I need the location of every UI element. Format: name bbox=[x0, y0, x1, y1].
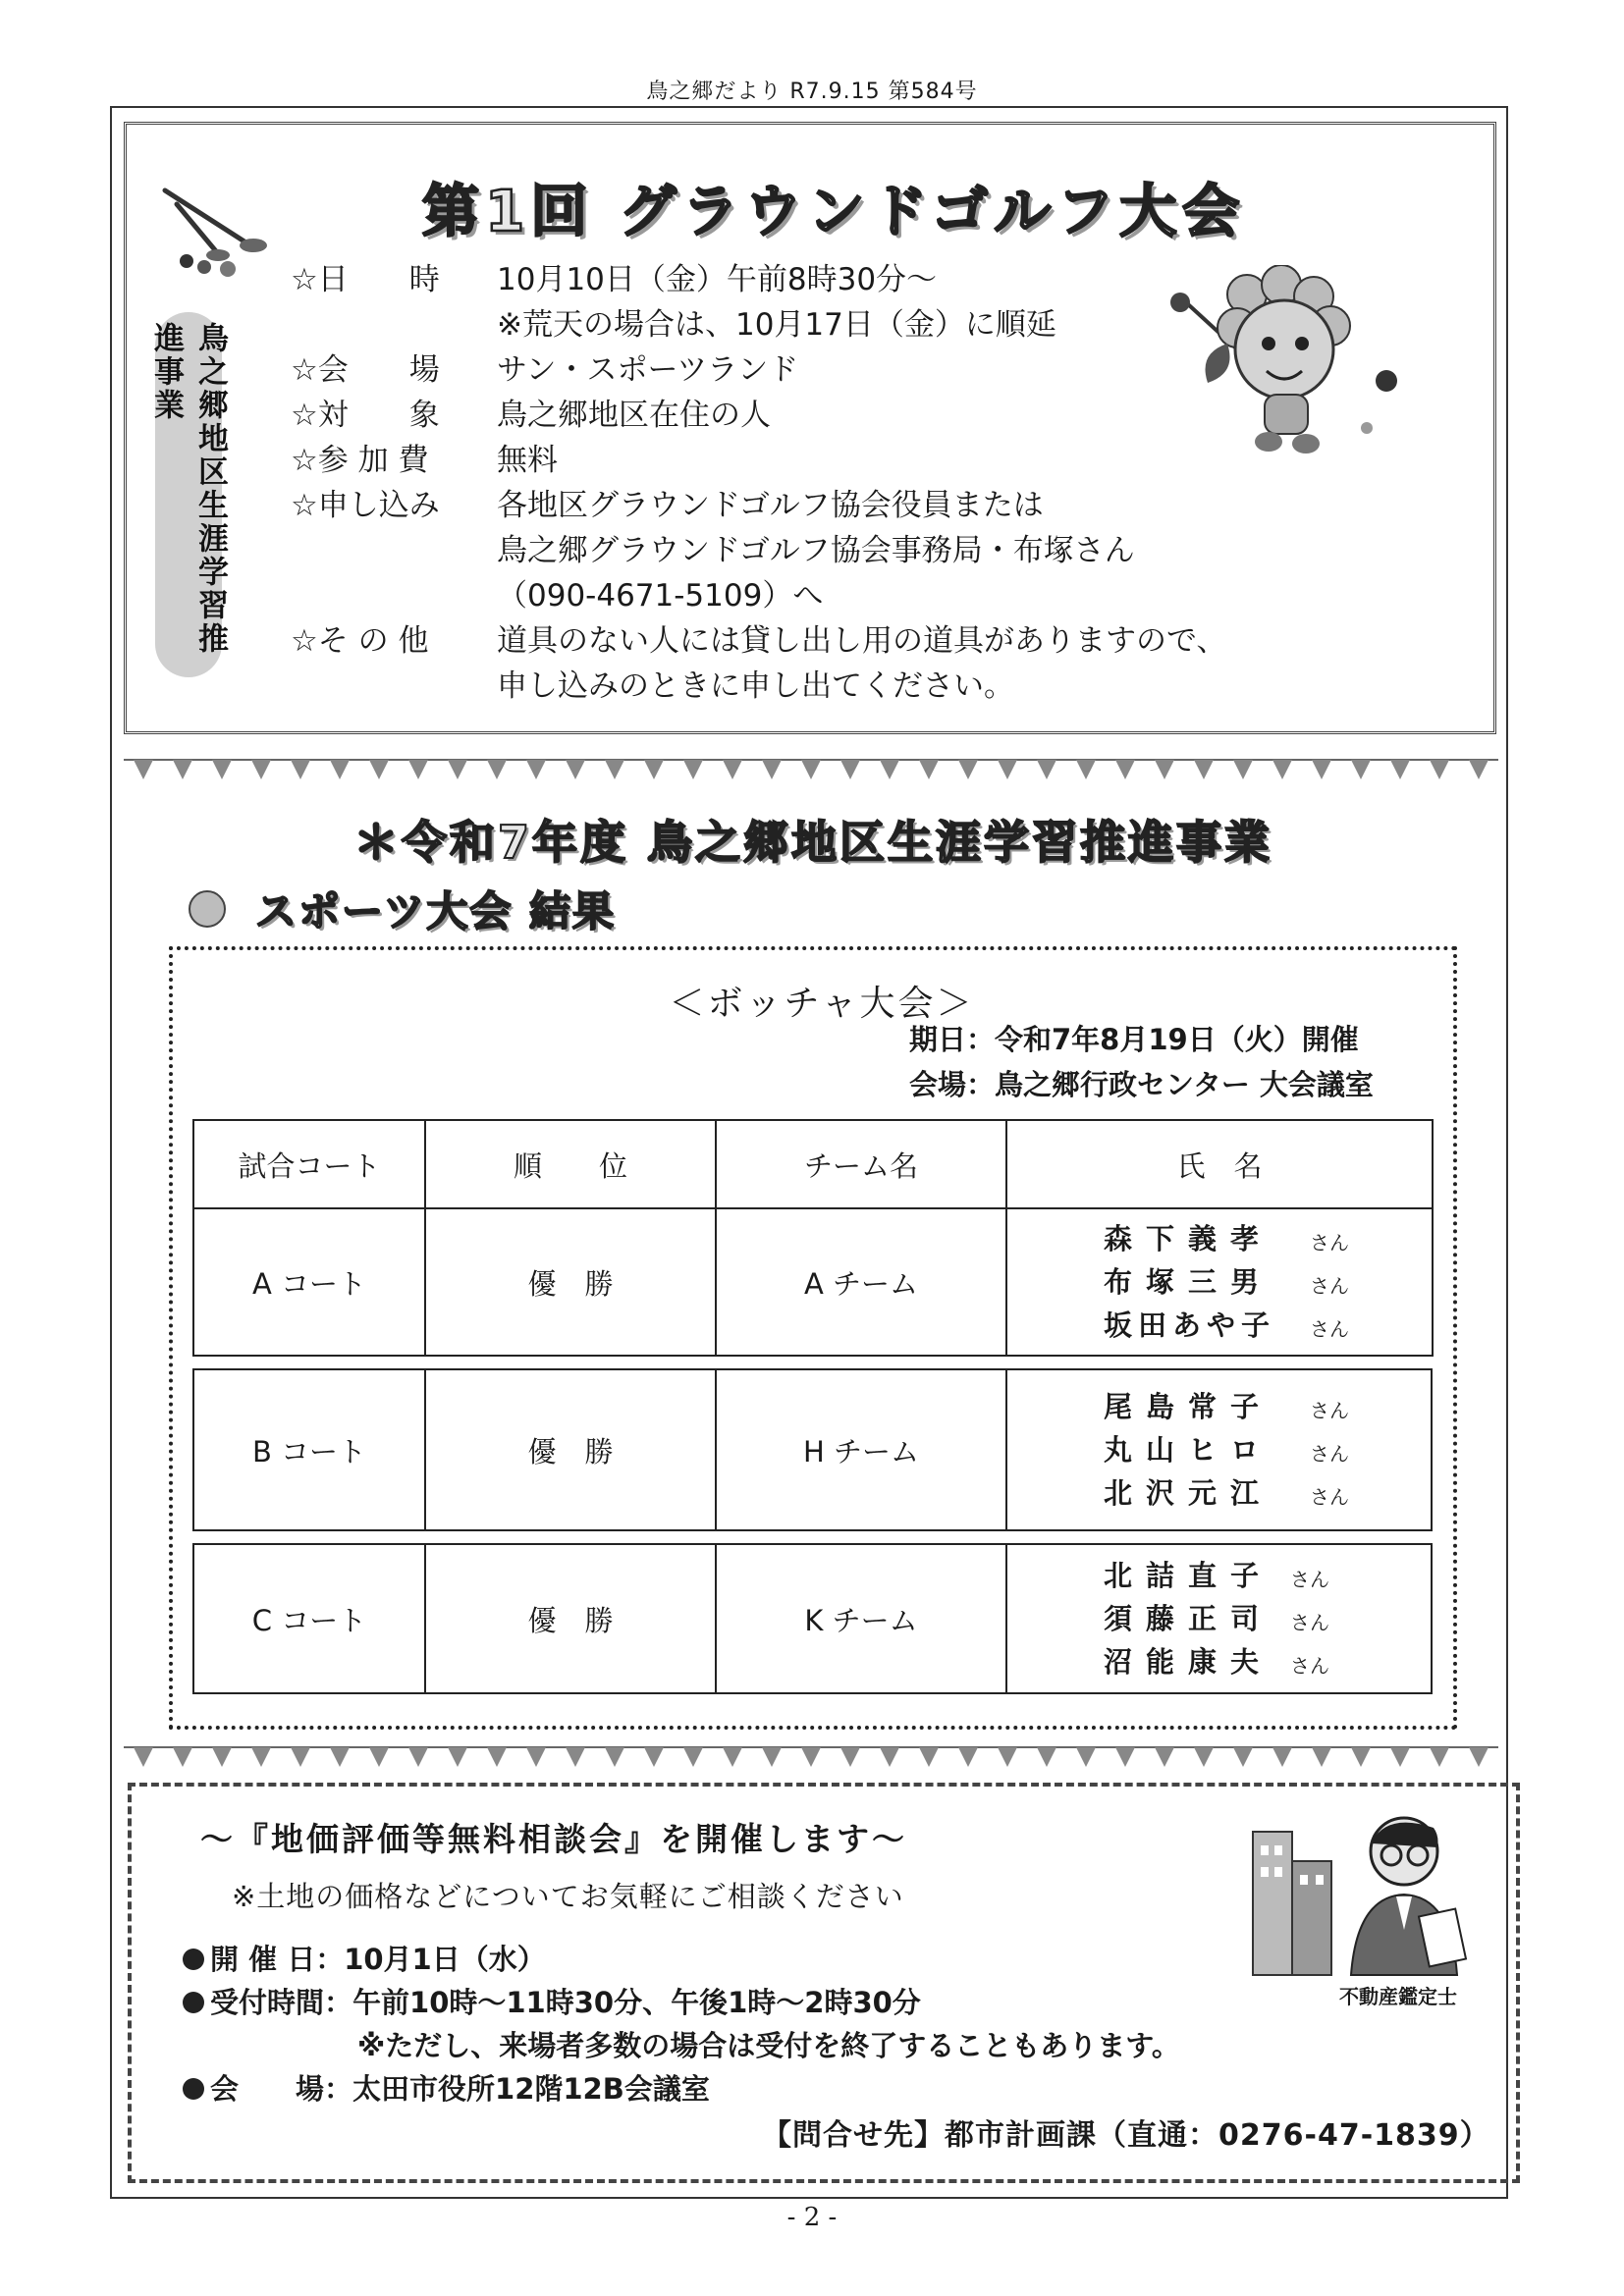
newsletter-header: 鳥之郷だより R7.9.15 第584号 bbox=[646, 80, 978, 104]
golf-row: ☆日 時 10月10日（金）午前8時30分～ bbox=[291, 262, 938, 297]
mascot-golfer-icon bbox=[1159, 265, 1414, 471]
golf-row: 鳥之郷グラウンドゴルフ協会事務局・布塚さん bbox=[497, 533, 1135, 568]
results-table bbox=[192, 1368, 1433, 1531]
bunting-decoration-icon bbox=[124, 752, 1498, 791]
member-name: 布塚三男 さん bbox=[1104, 1265, 1349, 1299]
member-name: 丸山ヒロ さん bbox=[1104, 1433, 1349, 1467]
sports-results-heading: スポーツ大会 結果 bbox=[189, 880, 616, 938]
detail-row: ※ただし、来場者多数の場合は受付を終了することもあります。 bbox=[357, 2029, 1180, 2062]
golf-row: 申し込みのときに申し出てください。 bbox=[497, 668, 1014, 704]
golf-club-icon bbox=[157, 183, 285, 281]
golf-row: ☆会 場 サン・スポーツランド bbox=[291, 352, 799, 388]
member-list bbox=[1006, 1544, 1432, 1693]
results-table bbox=[192, 1543, 1433, 1694]
table-row: B コート 優 勝 H チーム 尾島常子 さん 丸山ヒロ さん 北沢元江 さん bbox=[193, 1369, 1432, 1530]
land-consultation-title: ～『地価評価等無料相談会』を開催します～ bbox=[200, 1820, 907, 1858]
member-list bbox=[1006, 1208, 1433, 1356]
contact-info: 【問合せ先】都市計画課（直通：0276-47-1839） bbox=[762, 2118, 1490, 2153]
bullet-icon bbox=[183, 1992, 204, 2013]
section-heading: ＊令和7年度 鳥之郷地区生涯学習推進事業 bbox=[353, 816, 1273, 869]
golf-row: ☆参 加 費 無料 bbox=[291, 443, 558, 478]
land-details bbox=[183, 1938, 1180, 2110]
column-header: 氏 名 bbox=[1006, 1120, 1433, 1208]
appraiser-label: 不動産鑑定士 bbox=[1339, 1985, 1457, 2008]
member-name: 森下義孝 さん bbox=[1104, 1222, 1349, 1255]
bocce-event-title: ＜ボッチャ大会＞ bbox=[669, 984, 975, 1024]
results-header-table bbox=[192, 1119, 1434, 1357]
event-venue: 会場：鳥之郷行政センター 大会議室 bbox=[909, 1068, 1374, 1101]
golf-row: ☆対 象 鳥之郷地区在住の人 bbox=[291, 398, 771, 433]
table-row: C コート 優 勝 K チーム 北詰直子 さん 須藤正司 さん 沼能康夫 さん bbox=[193, 1544, 1432, 1693]
bunting-decoration-icon bbox=[124, 1739, 1498, 1779]
member-name: 須藤正司 さん bbox=[1104, 1602, 1329, 1635]
table-row: A コート 優 勝 A チーム 森下義孝 さん 布塚三男 さん 坂田あや子 さん bbox=[193, 1208, 1433, 1356]
golf-row: ※荒天の場合は、10月17日（金）に順延 bbox=[497, 307, 1056, 343]
member-name: 沼能康夫 さん bbox=[1104, 1645, 1329, 1679]
column-header: 順 位 bbox=[425, 1120, 716, 1208]
golf-row: ☆申し込み 各地区グラウンドゴルフ協会役員または bbox=[291, 488, 1044, 523]
bullet-icon bbox=[183, 1949, 204, 1970]
golf-row: （090-4671-5109）へ bbox=[497, 578, 824, 614]
member-name: 尾島常子 さん bbox=[1104, 1390, 1349, 1423]
event-date: 期日：令和7年8月19日（火）開催 bbox=[909, 1023, 1359, 1056]
detail-row: 受付時間： 午前10時～11時30分、午後1時～2時30分 bbox=[183, 1981, 1180, 2024]
member-name: 北詰直子 さん bbox=[1104, 1559, 1329, 1592]
member-name: 北沢元江 さん bbox=[1104, 1476, 1349, 1510]
column-header: チーム名 bbox=[716, 1120, 1006, 1208]
appraiser-illustration-icon bbox=[1249, 1802, 1485, 1979]
golf-details bbox=[291, 257, 1226, 709]
bullet-icon bbox=[183, 2078, 204, 2100]
golf-event-title: 第1回 グラウンドゴルフ大会 bbox=[422, 178, 1246, 244]
member-list bbox=[1006, 1369, 1432, 1530]
detail-row: 開 催 日： 10月1日（水） bbox=[183, 1938, 1180, 1981]
sidebar-label: 鳥之郷地区生涯学習推進事業 bbox=[155, 312, 222, 677]
land-consultation-note: ※土地の価格などについてお気軽にご相談ください bbox=[232, 1880, 904, 1913]
golf-row: ☆そ の 他 道具のない人には貸し出し用の道具がありますので、 bbox=[291, 623, 1227, 659]
page-number: - 2 - bbox=[786, 2203, 838, 2232]
column-header: 試合コート bbox=[193, 1120, 425, 1208]
event-info bbox=[909, 1017, 1374, 1107]
member-name: 坂田あや子 さん bbox=[1104, 1308, 1349, 1342]
detail-row: 会 場： 太田市役所12階12B会議室 bbox=[183, 2067, 1180, 2110]
circle-bullet-icon bbox=[189, 890, 226, 928]
